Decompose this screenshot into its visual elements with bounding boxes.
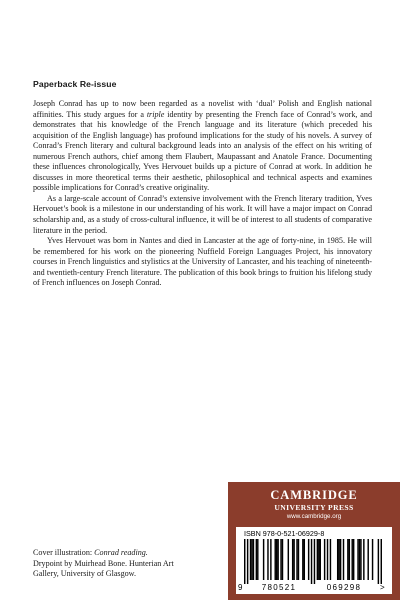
- barcode-bar: [256, 539, 257, 580]
- cover-credit-line-3: Gallery, University of Glasgow.: [33, 569, 137, 578]
- barcode-bar: [343, 539, 344, 580]
- barcode-left-digits: 780521: [261, 583, 297, 592]
- barcode-bar: [324, 539, 325, 580]
- paragraph-1-start: Joseph Conrad has up to now been regarded as a novelist with ‘dual’ Polish and English national affinities. This study argues for a: [33, 99, 372, 119]
- barcode-bar: [275, 539, 276, 580]
- publisher-url: www.cambridge.org: [286, 513, 342, 520]
- barcode-first-digit: 9: [238, 583, 243, 592]
- barcode-bar: [317, 539, 318, 580]
- barcode-bar: [359, 539, 360, 580]
- barcode-bar: [353, 539, 354, 580]
- description-paragraph-2: As a large-scale account of Conrad’s extensive involvement with the French literary tradition, Yves Hervouet’s book is a milestone in our understanding of his work. It will have a major impact on Conrad scholarship and, as a study of cross-cultural influence, it will be of interest to all students of comparative literature in the period.: [33, 193, 372, 235]
- barcode-bar: [381, 539, 382, 584]
- barcode-bar: [251, 539, 252, 580]
- barcode-bar: [327, 539, 328, 580]
- cover-credit-label: Cover illustration:: [33, 548, 95, 557]
- barcode-bar: [318, 539, 319, 580]
- reissue-heading: Paperback Re-issue: [33, 79, 117, 89]
- barcode-bar: [337, 539, 338, 580]
- cover-illustration-credit: [33, 548, 223, 580]
- publisher-name: CAMBRIDGE: [270, 488, 358, 502]
- barcode-bar: [340, 539, 341, 580]
- cover-credit-title: Conrad reading.: [94, 548, 148, 557]
- barcode-bar: [276, 539, 277, 580]
- barcode-bar: [314, 539, 315, 584]
- barcode-bar: [351, 539, 352, 580]
- barcode-bar: [372, 539, 373, 580]
- barcode-bar: [308, 539, 309, 580]
- barcode-bar: [282, 539, 283, 580]
- barcode-bar: [311, 539, 312, 584]
- barcode-bar: [320, 539, 321, 580]
- isbn-label: ISBN 978-0-521-06929-8: [244, 529, 325, 538]
- barcode-right-digits: 069298: [326, 583, 362, 592]
- barcode-bar: [292, 539, 293, 580]
- description-paragraph-1: [33, 99, 372, 194]
- barcode-bar: [244, 539, 245, 584]
- paragraph-1-rest: identity by presenting the French face of Conrad’s work, and demonstrates that his knowledge of the French language and its literature (which preceded his acquisition of the English language) has profound implications for the study of his novels. A survey of Conrad’s French literary and cultural background leads into an analysis of the effect on his writing of numerous French authors, chief among them Flaubert, Maupassant and Anatole France. Documenting these influences chronologically, Yves Hervouet builds up a picture of Conrad at work. In addition he discusses in more theoretical terms their aesthetic, philosophical and technical aspects and examines possible implications for Conrad’s creative originality.: [33, 109, 372, 193]
- barcode-bar: [270, 539, 271, 580]
- barcode-digits: [236, 583, 392, 593]
- barcode-bar: [288, 539, 289, 580]
- barcode-bar: [247, 539, 248, 584]
- barcode-bar: [293, 539, 294, 580]
- author-bio-paragraph: Yves Hervouet was born in Nantes and died in Lancaster at the age of forty-nine, in 1985. He will be remembered for his work on the pioneering Nuffield Foreign Languages Project, his innovatory courses in French linguistics and stylistics at the University of Lancaster, and his teaching of nineteenth-and twentieth-century French literature. The publication of this book brings to fruition his lifelong study of French influences on Joseph Conrad.: [33, 236, 372, 288]
- barcode-bar: [298, 539, 299, 580]
- barcode-bar: [360, 539, 361, 580]
- barcode-bar: [302, 539, 303, 580]
- barcode-panel: [236, 527, 392, 594]
- barcode-bar: [349, 539, 350, 580]
- barcode-bar: [357, 539, 358, 580]
- barcode-bar: [330, 539, 331, 580]
- barcode-bar: [378, 539, 379, 584]
- barcode-bar: [363, 539, 364, 580]
- barcode-bar: [253, 539, 254, 580]
- cover-credit-line-2: Drypoint by Muirhead Bone. Hunterian Art: [33, 558, 174, 568]
- barcode-bar: [257, 539, 258, 580]
- barcode-bar: [304, 539, 305, 580]
- barcode-bar: [250, 539, 251, 580]
- barcode-arrow: >: [380, 583, 385, 592]
- barcode-bar: [277, 539, 278, 580]
- emphasis-triple: triple: [146, 109, 165, 119]
- barcode-icon: [244, 539, 382, 584]
- cover-credit-line-1: [33, 548, 223, 559]
- barcode-bar: [280, 539, 281, 580]
- barcode-bar: [296, 539, 297, 580]
- barcode-bar: [338, 539, 339, 580]
- book-description: [33, 99, 372, 289]
- barcode-bar: [347, 539, 348, 580]
- barcode-bar: [367, 539, 368, 580]
- barcode-bar: [267, 539, 268, 580]
- barcode-bar: [263, 539, 264, 580]
- publisher-subname: UNIVERSITY PRESS: [274, 503, 354, 512]
